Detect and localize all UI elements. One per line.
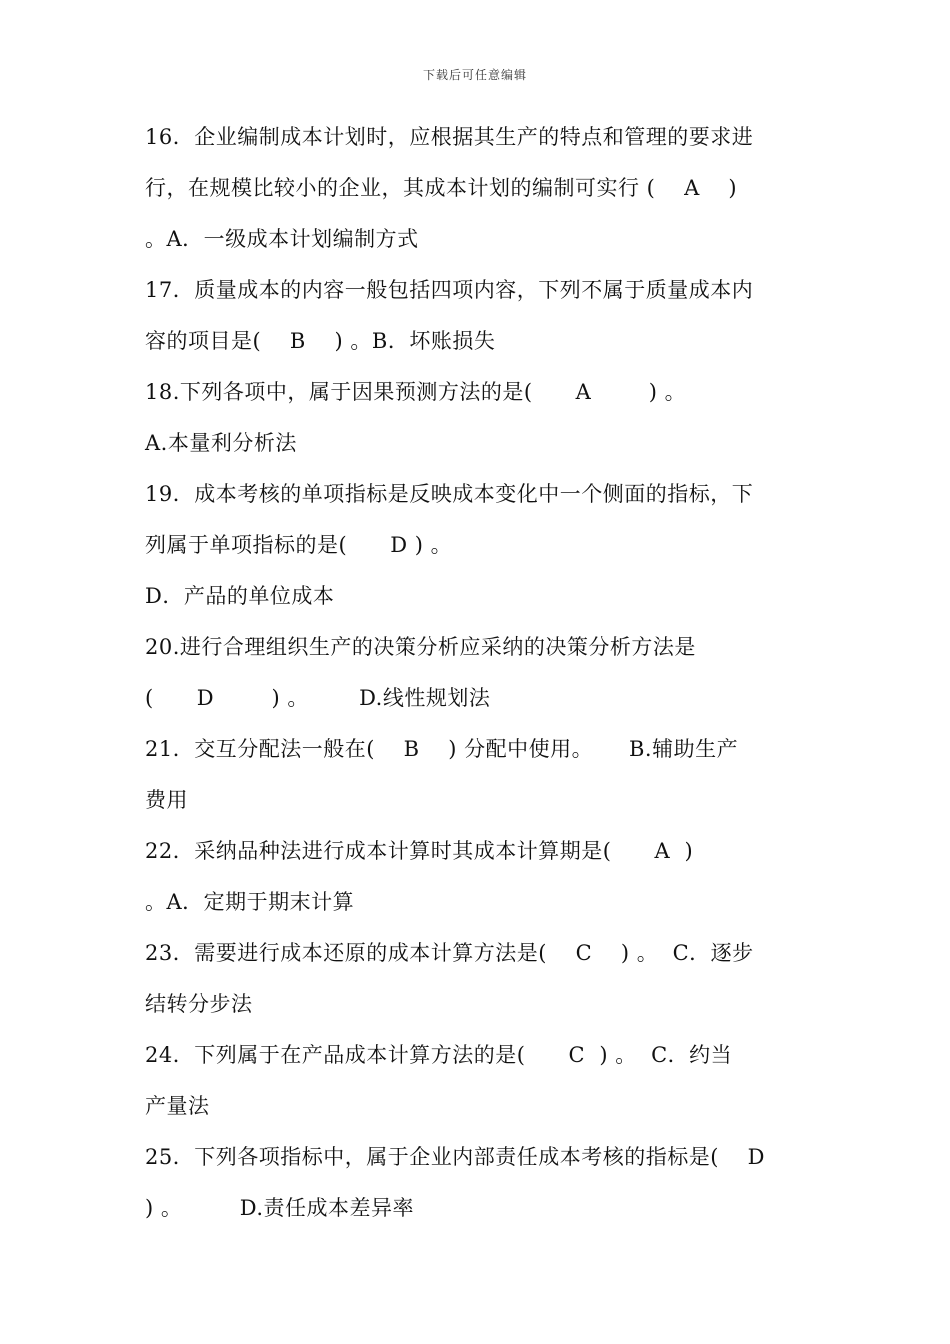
text-line: 16．企业编制成本计划时，应根据其生产的特点和管理的要求进 — [145, 125, 754, 149]
text-line: 产量法 — [145, 1094, 210, 1118]
text-line: 21．交互分配法一般在( B ) 分配中使用。 B.辅助生产 — [145, 737, 739, 761]
text-line: 19．成本考核的单项指标是反映成本变化中一个侧面的指标，下 — [145, 482, 754, 506]
document-body — [145, 118, 815, 1240]
text-line: ) 。 D.责任成本差异率 — [145, 1196, 415, 1220]
text-line: 列属于单项指标的是( D ) 。 — [145, 533, 453, 557]
page-header-note: 下载后可任意编辑 — [422, 68, 527, 82]
text-line: 25．下列各项指标中，属于企业内部责任成本考核的指标是( D — [145, 1145, 765, 1169]
text-line: 。A．一级成本计划编制方式 — [145, 227, 419, 251]
text-line: 。A．定期于期末计算 — [145, 890, 355, 914]
text-line: 23．需要进行成本还原的成本计算方法是( C ) 。 C．逐步 — [145, 941, 754, 965]
text-line: 费用 — [145, 788, 188, 812]
text-line: 18.下列各项中，属于因果预测方法的是( A ) 。 — [145, 380, 687, 404]
text-line: 20.进行合理组织生产的决策分析应采纳的决策分析方法是 — [145, 635, 696, 659]
text-line: 22．采纳品种法进行成本计算时其成本计算期是( A ) — [145, 839, 694, 863]
text-line: 行，在规模比较小的企业，其成本计划的编制可实行 ( A ) — [145, 176, 738, 200]
text-line: 17．质量成本的内容一般包括四项内容，下列不属于质量成本内 — [145, 278, 754, 302]
text-line: D．产品的单位成本 — [145, 584, 335, 608]
text-line: 结转分步法 — [145, 992, 253, 1016]
text-line: A.本量利分析法 — [145, 431, 297, 455]
text-line: 24．下列属于在产品成本计算方法的是( C ) 。 C．约当 — [145, 1043, 733, 1067]
text-line: 容的项目是( B ) 。B．坏账损失 — [145, 329, 496, 353]
text-line: ( D ) 。 D.线性规划法 — [145, 686, 491, 710]
